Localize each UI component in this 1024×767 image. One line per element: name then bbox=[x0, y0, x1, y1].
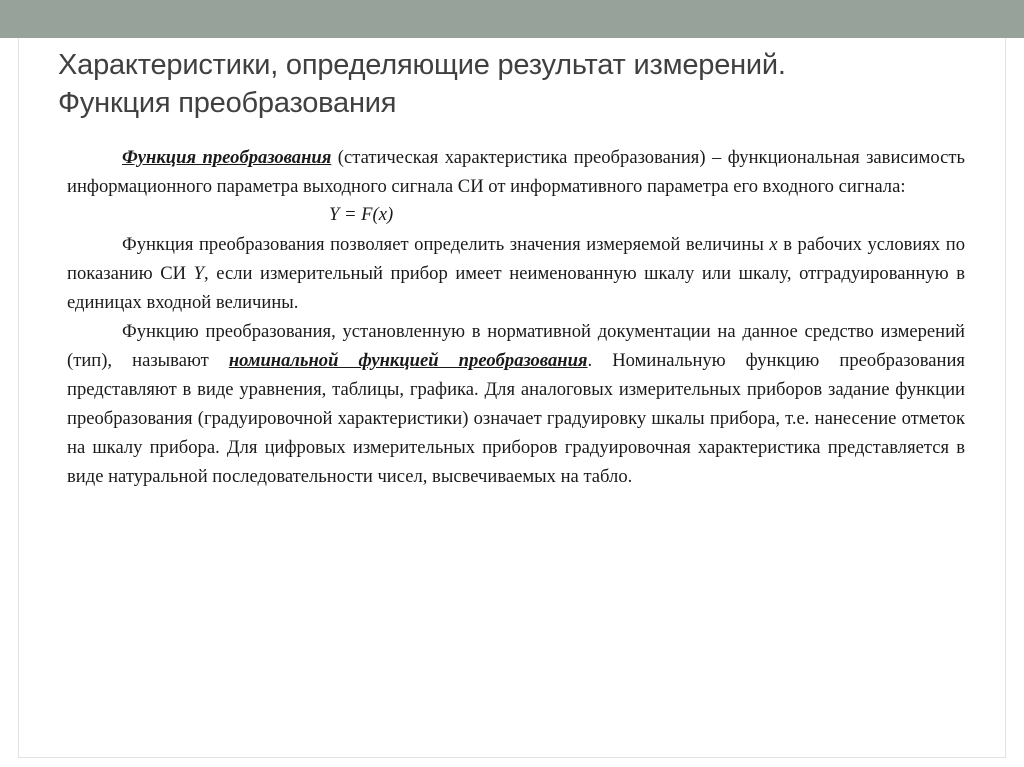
top-accent-bar bbox=[0, 0, 1024, 38]
formula: Y = F(x) bbox=[329, 204, 394, 225]
variable-x: x bbox=[769, 234, 778, 255]
nominal-text-b: . Номинальную функцию преобразования представляют в виде уравнения, таблицы, графика. Для аналоговых измерительных приборов задание функции преобразования (градуировочной характеристики) означает градуировку шкалы прибора, т.е. нанесение отметок на шкалу прибора. Для цифровых измерительных приборов градуировочная характеристика представляется в виде натуральной последовательности чисел, высвечиваемых на табло. bbox=[67, 350, 965, 487]
paragraph-purpose bbox=[67, 230, 965, 317]
slide-body bbox=[67, 143, 965, 491]
definition-text: (статическая характеристика преобразования) – функциональная зависимость информационного параметра выходного сигнала СИ от информативного параметра его входного сигнала: bbox=[67, 147, 965, 197]
title-line-2: Функция преобразования bbox=[58, 87, 397, 119]
paragraph-nominal bbox=[67, 317, 965, 491]
purpose-text-c: , если измерительный прибор имеет неименованную шкалу или шкалу, отградуированную в единицах входной величины. bbox=[67, 263, 965, 313]
term-nominal-function: номинальной функцией преобразования bbox=[228, 350, 588, 371]
variable-y: Y bbox=[193, 263, 205, 284]
title-line-1: Характеристики, определяющие результат измерений. bbox=[58, 49, 786, 81]
nominal-text-a: Функцию преобразования, установленную в нормативной документации на данное средство измерений (тип), называют bbox=[67, 321, 965, 371]
purpose-text-a: Функция преобразования позволяет определить значения измеряемой величины bbox=[122, 234, 770, 255]
paragraph-definition bbox=[67, 143, 965, 201]
purpose-text-b: в рабочих условиях по показанию СИ bbox=[67, 234, 966, 284]
slide-title bbox=[58, 46, 978, 122]
term-transfer-function: Функция преобразования bbox=[122, 147, 332, 168]
